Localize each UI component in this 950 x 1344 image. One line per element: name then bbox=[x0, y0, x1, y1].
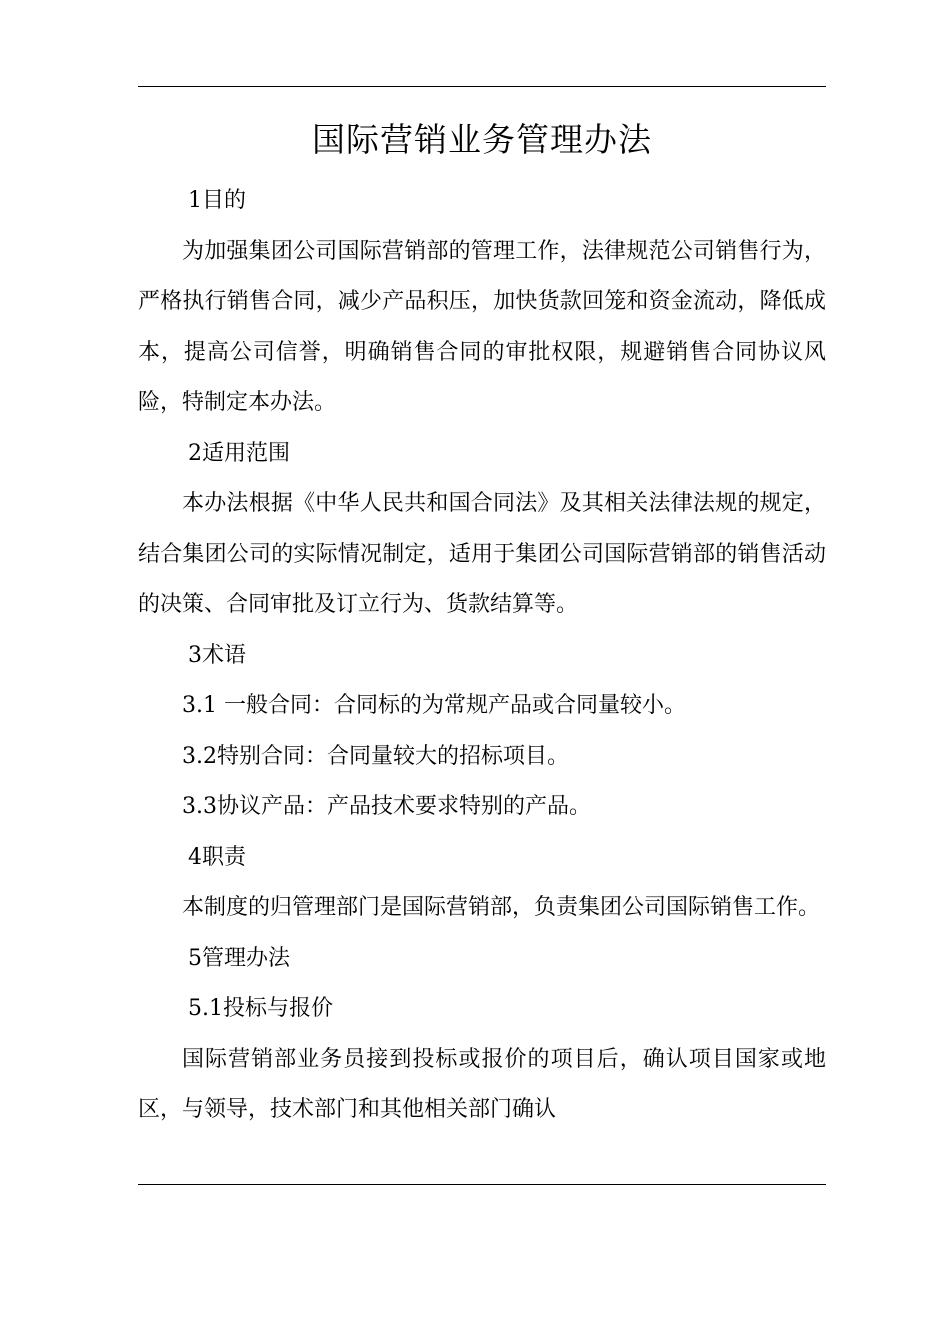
section-heading-scope: 2适用范围 bbox=[188, 440, 290, 466]
term-item-agreement-product: 3.3协议产品：产品技术要求特别的产品。 bbox=[182, 794, 591, 819]
section-heading-terms: 3术语 bbox=[188, 642, 246, 668]
header-rule bbox=[138, 86, 826, 87]
section-heading-duties: 4职责 bbox=[188, 844, 246, 870]
body-paragraph-bidding: 国际营销部业务员接到投标或报价的项目后，确认项目国家或地区，与领导，技术部门和其他相关部门确认 bbox=[138, 1046, 826, 1122]
subsection-heading-bidding: 5.1投标与报价 bbox=[188, 996, 333, 1021]
term-item-special-contract: 3.2特别合同：合同量较大的招标项目。 bbox=[182, 743, 569, 769]
body-paragraph-duties: 本制度的归管理部门是国际营销部，负责集团公司国际销售工作。 bbox=[182, 895, 821, 920]
body-paragraph-purpose: 为加强集团公司国际营销部的管理工作，法律规范公司销售行为，严格执行销售合同，减少产品积压，加快货款回笼和资金流动，降低成本，提高公司信誉，明确销售合同的审批权限，规避销售合同协议风险，特制定本办法。 bbox=[138, 238, 826, 415]
term-item-general-contract: 3.1 一般合同：合同标的为常规产品或合同量较小。 bbox=[182, 693, 686, 718]
document-body bbox=[138, 176, 826, 1136]
section-heading-purpose: 1目的 bbox=[188, 188, 246, 213]
document-title: 国际营销业务管理办法 bbox=[312, 120, 652, 159]
body-paragraph-scope: 本办法根据《中华人民共和国合同法》及其相关法律法规的规定，结合集团公司的实际情况制定，适用于集团公司国际营销部的销售活动的决策、合同审批及订立行为、货款结算等。 bbox=[138, 491, 826, 617]
section-heading-management: 5管理办法 bbox=[188, 945, 290, 971]
footer-rule bbox=[138, 1184, 826, 1185]
